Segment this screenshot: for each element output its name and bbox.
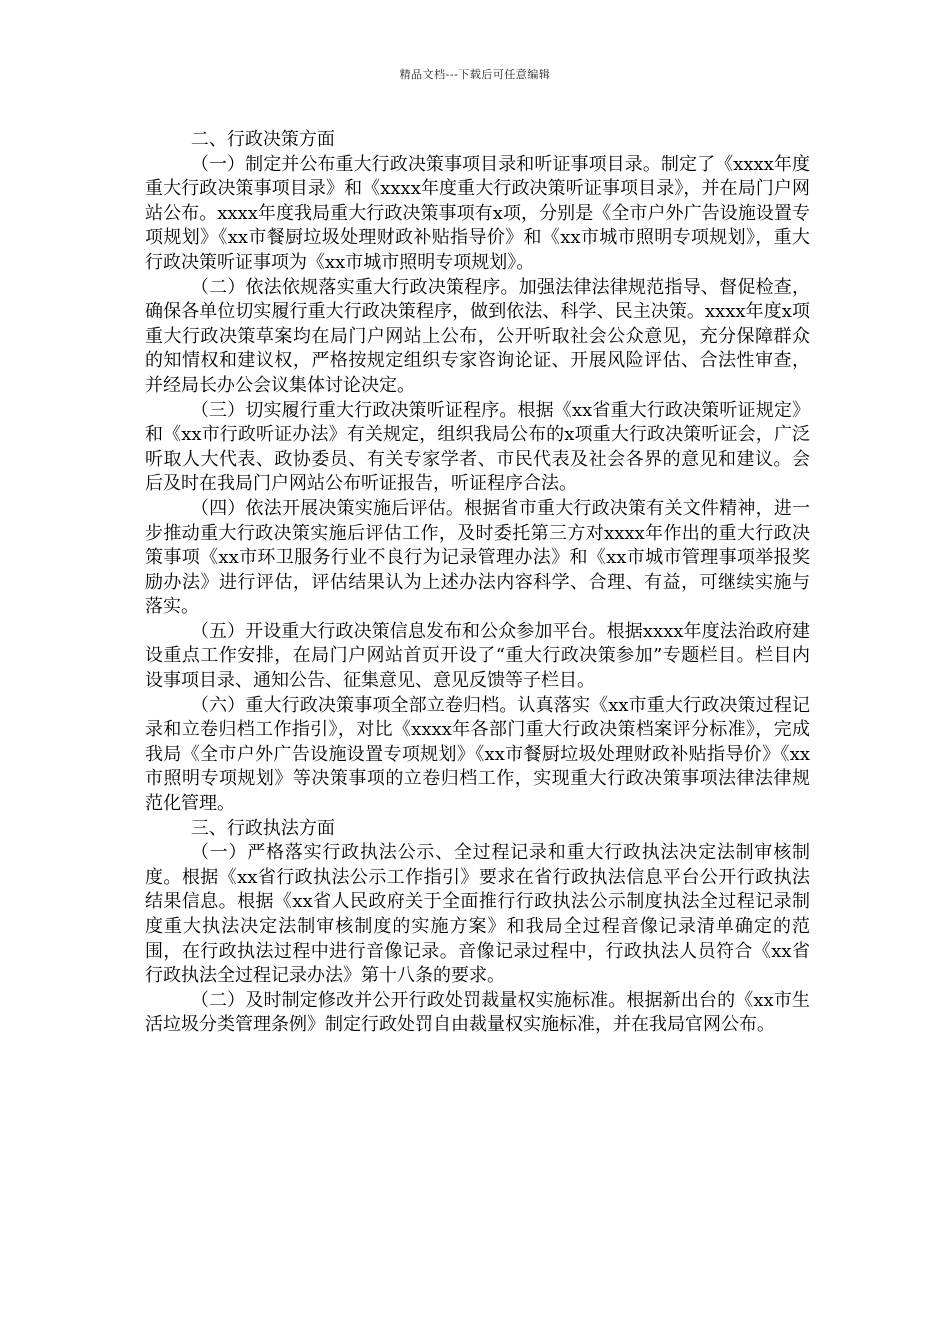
paragraph: （二）及时制定修改并公开行政处罚裁量权实施标准。根据新出台的《xx市生活垃圾分类管理条例》制定行政处罚自由裁量权实施标准，并在我局官网公布。	[145, 989, 810, 1036]
paragraph: （一）制定并公布重大行政决策事项目录和听证事项目录。制定了《xxxx年度重大行政决策事项目录》和《xxxx年度重大行政决策听证事项目录》，并在局门户网站公布。xxxx年度我局重大行政决策事项有x项，分别是《全市户外广告设施设置专项规划》《xx市餐厨垃圾处理财政补贴指导价》和《xx市城市照明专项规划》，重大行政决策听证事项为《xx市城市照明专项规划》。	[145, 153, 810, 273]
section-heading: 二、行政决策方面	[190, 129, 335, 150]
paragraph: （六）重大行政决策事项全部立卷归档。认真落实《xx市重大行政决策过程记录和立卷归档工作指引》，对比《xxxx年各部门重大行政决策档案评分标准》，完成我局《全市户外广告设施设置专项规划》《xx市餐厨垃圾处理财政补贴指导价》《xx市照明专项规划》等决策事项的立卷归档工作，实现重大行政决策事项法律法律规范化管理。	[145, 694, 810, 815]
paragraph: （一）严格落实行政执法公示、全过程记录和重大行政执法决定法制审核制度。根据《xx省行政执法公示工作指引》要求在省行政执法信息平台公开行政执法结果信息。根据《xx省人民政府关于全面推行行政执法公示制度执法全过程记录制度重大执法决定法制审核制度的实施方案》和我局全过程音像记录清单确定的范围，在行政执法过程中进行音像记录。音像记录过程中，行政执法人员符合《xx省行政执法全过程记录办法》第十八条的要求。	[145, 842, 810, 987]
paragraph: （二）依法依规落实重大行政决策程序。加强法律法律规范指导、督促检查，确保各单位切实履行重大行政决策程序，做到依法、科学、民主决策。xxxx年度x项重大行政决策草案均在局门户网站上公布，公开听取社会公众意见，充分保障群众的知情权和建议权，严格按规定组织专家咨询论证、开展风险评估、合法性审查，并经局长办公会议集体讨论决定。	[145, 276, 810, 396]
paragraph: （三）切实履行重大行政决策听证程序。根据《xx省重大行政决策听证规定》和《xx市行政听证办法》有关规定，组织我局公布的x项重大行政决策听证会，广泛听取人大代表、政协委员、有关专家学者、市民代表及社会各界的意见和建议。会后及时在我局门户网站公布听证报告，听证程序合法。	[145, 399, 810, 495]
paragraph: （五）开设重大行政决策信息发布和公众参加平台。根据xxxx年度法治政府建设重点工作安排，在局门户网站首页开设了“重大行政决策参加”专题栏目。栏目内设事项目录、通知公告、征集意见、意见反馈等子栏目。	[145, 620, 810, 692]
page-header: 精品文档---下载后可任意编辑	[399, 68, 551, 81]
section-heading: 三、行政执法方面	[190, 817, 335, 839]
paragraph: （四）依法开展决策实施后评估。根据省市重大行政决策有关文件精神，进一步推动重大行政决策实施后评估工作，及时委托第三方对xxxx年作出的重大行政决策事项《xx市环卫服务行业不良行为记录管理办法》和《xx市城市管理事项举报奖励办法》进行评估，评估结果认为上述办法内容科学、合理、有益，可继续实施与落实。	[145, 497, 810, 618]
document-body	[145, 128, 810, 1038]
